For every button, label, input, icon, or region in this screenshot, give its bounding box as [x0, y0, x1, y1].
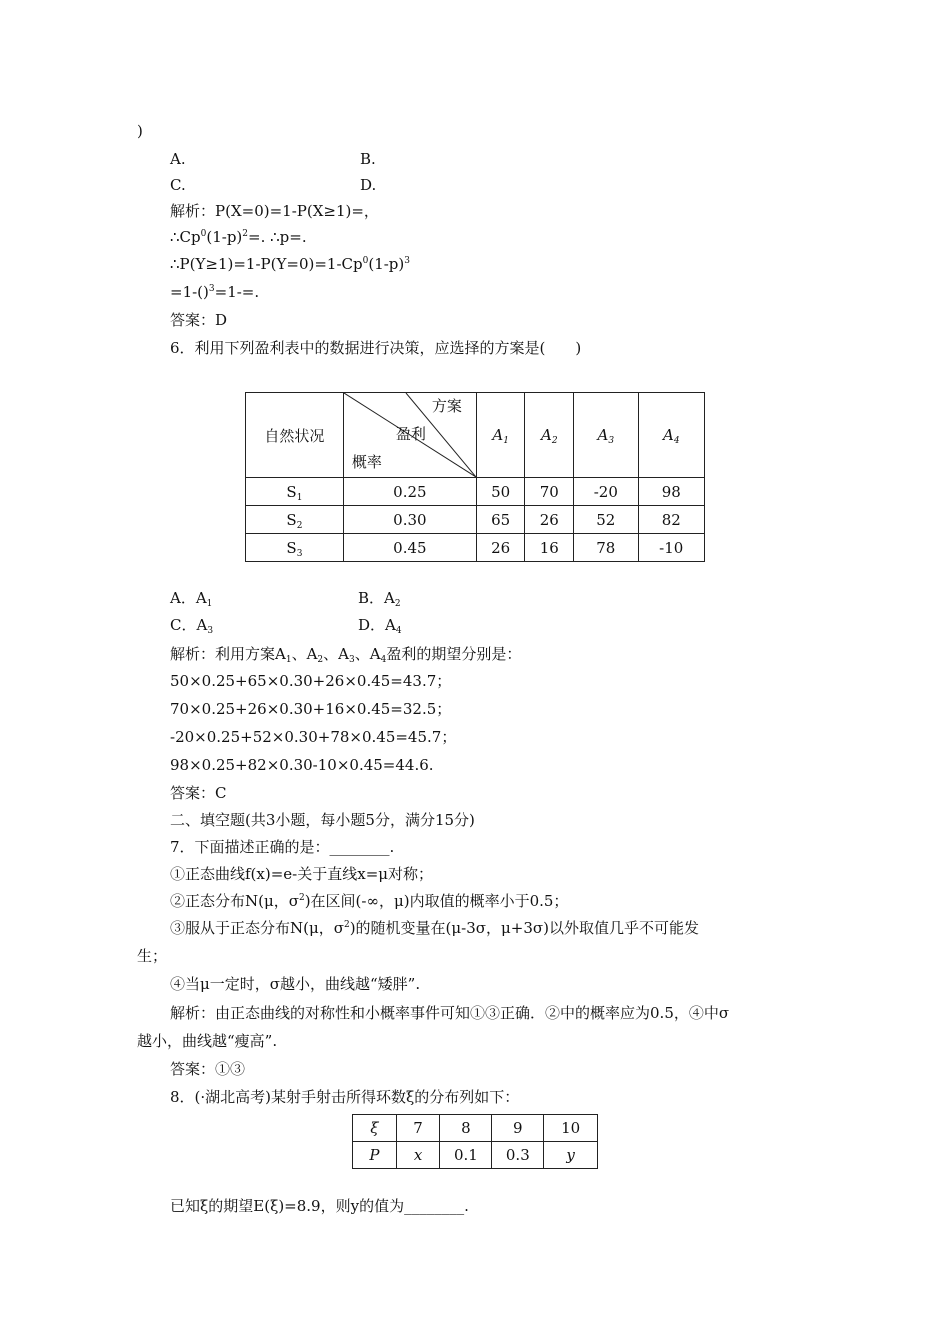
q5-paren: ) [137, 122, 143, 140]
profit-table-corner-label: 自然状况 [246, 393, 344, 478]
q6-calc-2: 70×0.25+26×0.30+16×0.45=32.5； [170, 700, 452, 718]
q7-item-4: ④当μ一定时，σ越小，曲线越“矮胖”. [170, 975, 421, 993]
q5-option-b: B. [360, 150, 376, 168]
q6-calc-3: -20×0.25+52×0.30+78×0.45=45.7； [170, 728, 457, 746]
q8-stem: 8．(·湖北高考)某射手射击所得环数ξ的分布列如下： [170, 1088, 520, 1106]
col-header-a1: $A_1$ [476, 393, 525, 478]
q6-answer: 答案：C [170, 784, 227, 802]
value-cell: 70 [525, 478, 574, 506]
q5-option-d: D. [360, 176, 377, 194]
q7-item-3: ③服从于正态分布N(μ，$\sigma^2$)的随机变量在(μ-3σ，μ+3σ)以外取值几乎不可能发 [170, 919, 699, 937]
table-row [353, 1115, 598, 1142]
q6-option-d: D．$A_4$ [358, 616, 402, 636]
dist-cell: y [544, 1142, 598, 1169]
dist-cell: 10 [544, 1115, 598, 1142]
dist-cell: 7 [396, 1115, 440, 1142]
q6-calc-4: 98×0.25+82×0.30-10×0.45=44.6. [170, 756, 434, 774]
q5-analysis-line3: $\therefore P(Y\ge 1)=1-P(Y=0)=1-Cp^0(1-p)^3$ [170, 255, 410, 273]
value-cell: 65 [476, 506, 525, 534]
value-cell: -20 [574, 478, 638, 506]
q6-option-a: A．$A_1$ [170, 589, 213, 609]
value-cell: 50 [476, 478, 525, 506]
value-cell: 78 [574, 534, 638, 562]
q5-option-a: A. [170, 150, 186, 168]
q6-option-c: C．$A_3$ [170, 616, 214, 636]
value-cell: 98 [638, 478, 704, 506]
value-cell: 82 [638, 506, 704, 534]
q7-item-1: ①正态曲线f(x)=e-关于直线x=μ对称； [170, 865, 434, 883]
dist-cell: 0.1 [440, 1142, 492, 1169]
dist-cell: 9 [492, 1115, 544, 1142]
col-header-a3: $A_3$ [574, 393, 638, 478]
profit-table-diagonal-header [343, 393, 476, 478]
q6-calc-1: 50×0.25+65×0.30+26×0.45=43.7； [170, 672, 452, 690]
diag-label-profit: 盈利 [395, 425, 426, 443]
q7-item-3-cont: 生； [137, 947, 168, 965]
value-cell: 26 [525, 506, 574, 534]
q8-tail: 已知ξ的期望E(ξ)=8.9，则y的值为________. [170, 1197, 469, 1215]
q5-option-c: C. [170, 176, 186, 194]
dist-cell: 0.3 [492, 1142, 544, 1169]
dist-header-cell: P [353, 1142, 397, 1169]
profit-table [245, 392, 705, 562]
prob-cell: 0.30 [343, 506, 476, 534]
q7-analysis-line2: 越小，曲线越“瘦高”. [137, 1032, 278, 1050]
q6-option-b: B．$A_2$ [358, 589, 401, 609]
q7-stem: 7．下面描述正确的是：________. [170, 838, 395, 856]
value-cell: 52 [574, 506, 638, 534]
prob-cell: 0.25 [343, 478, 476, 506]
table-row [353, 1142, 598, 1169]
value-cell: -10 [638, 534, 704, 562]
q7-item-2: ②正态分布N(μ，$\sigma^2$)在区间(-∞，μ)内取值的概率小于0.5； [170, 892, 569, 910]
q5-analysis-line1: 解析：P(X=0)=1-P(X≥1)=， [170, 202, 379, 220]
table-row [246, 506, 705, 534]
q5-answer: 答案：D [170, 311, 228, 329]
value-cell: 16 [525, 534, 574, 562]
q5-analysis-line4: =1-()$^3$=1-=. [170, 283, 260, 301]
diag-label-scheme: 方案 [431, 397, 462, 415]
distribution-table [352, 1114, 598, 1169]
table-row [246, 478, 705, 506]
state-cell: $S_2$ [246, 506, 344, 534]
dist-cell: 8 [440, 1115, 492, 1142]
state-cell: $S_1$ [246, 478, 344, 506]
q7-answer: 答案：①③ [170, 1060, 246, 1078]
dist-header-cell: ξ [353, 1115, 397, 1142]
col-header-a2: $A_2$ [525, 393, 574, 478]
table-row [246, 534, 705, 562]
dist-cell: x [396, 1142, 440, 1169]
prob-cell: 0.45 [343, 534, 476, 562]
state-cell: $S_3$ [246, 534, 344, 562]
diag-label-probability: 概率 [351, 453, 382, 471]
value-cell: 26 [476, 534, 525, 562]
col-header-a4: $A_4$ [638, 393, 704, 478]
q6-stem: 6．利用下列盈利表中的数据进行决策，应选择的方案是( ) [170, 339, 582, 357]
section-heading: 二、填空题(共3小题，每小题5分，满分15分) [170, 811, 475, 829]
q6-analysis-head: 解析：利用方案$A_1$、$A_2$、$A_3$、$A_4$盈利的期望分别是： [170, 645, 522, 665]
q5-analysis-line2: $\therefore Cp^0(1-p)^2=$. ∴p=. [170, 228, 307, 246]
q7-analysis-line1: 解析：由正态曲线的对称性和小概率事件可知①③正确．②中的概率应为0.5，④中σ [170, 1004, 730, 1022]
